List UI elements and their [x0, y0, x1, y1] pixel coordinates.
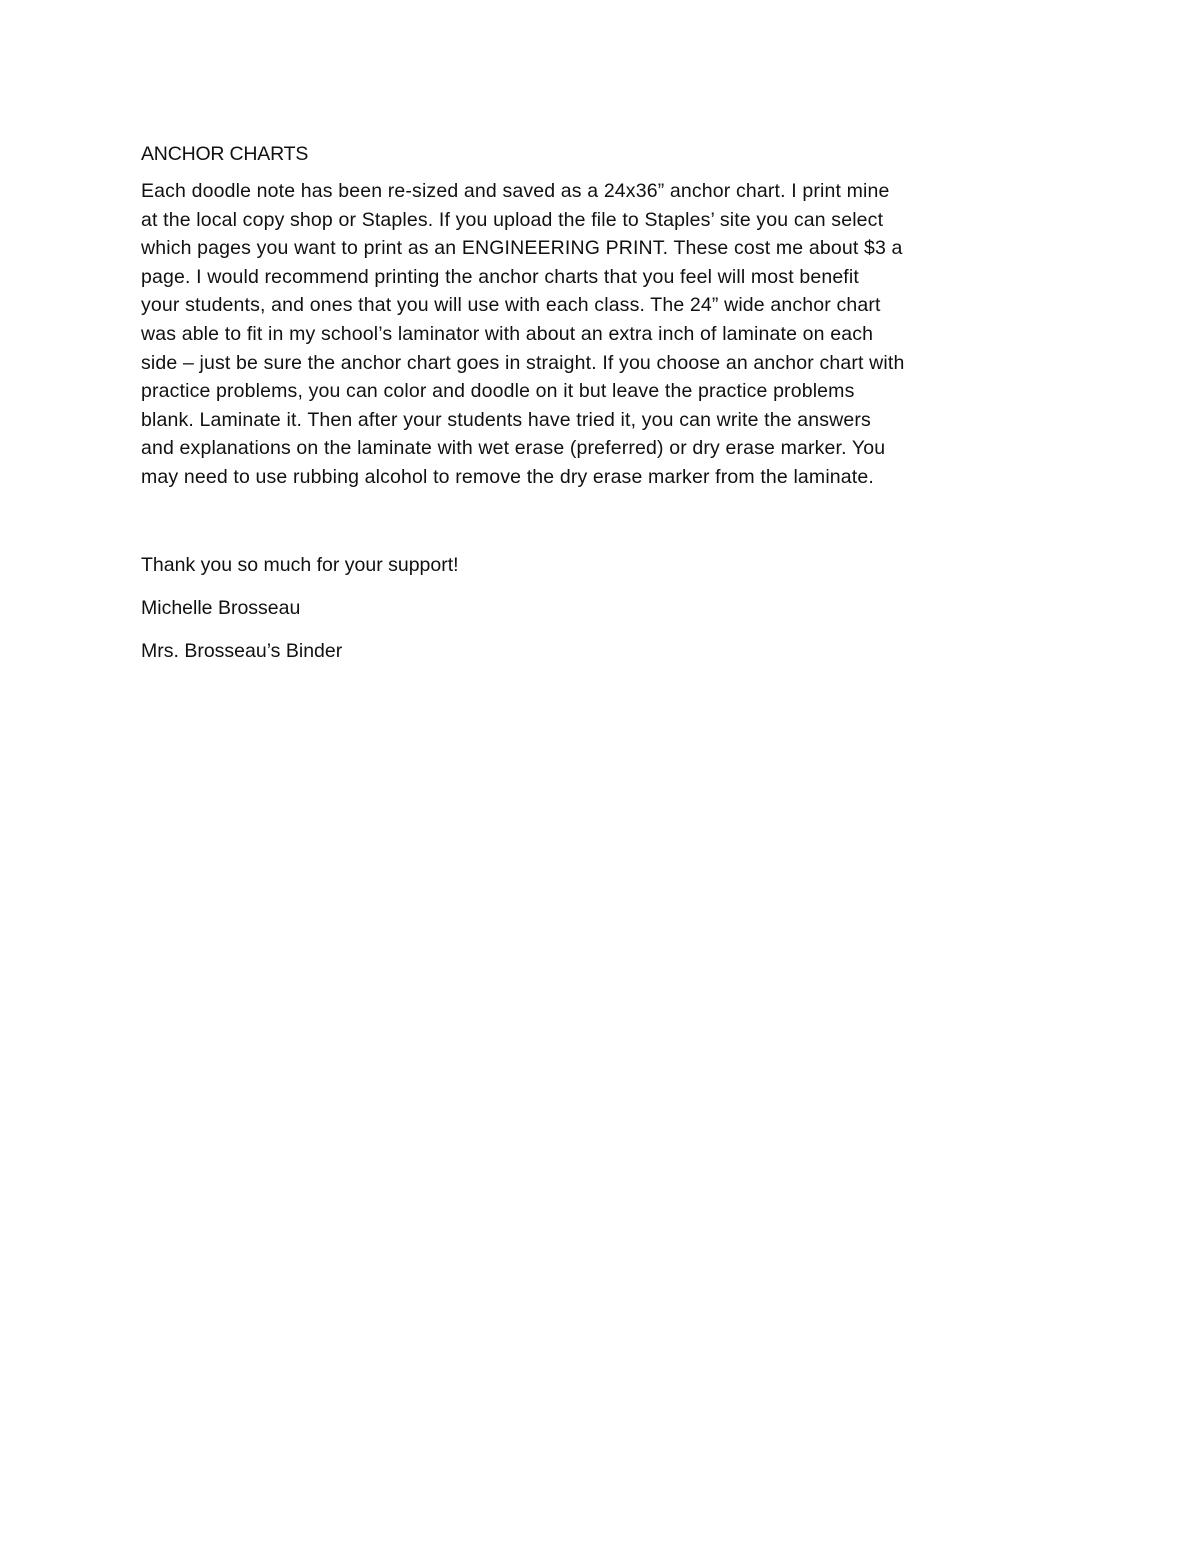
body-line: Each doodle note has been re-sized and saved as a 24x36” anchor chart. I print mine	[141, 180, 890, 202]
document-content	[141, 140, 1056, 666]
body-line: may need to use rubbing alcohol to remove the dry erase marker from the laminate.	[141, 465, 874, 488]
body-line: was able to fit in my school’s laminator with about an extra inch of laminate on each	[141, 322, 874, 345]
body-line: your students, and ones that you will use with each class. The 24” wide anchor chart	[141, 294, 881, 317]
body-paragraph	[141, 177, 1056, 492]
body-line: side – just be sure the anchor chart goes in straight. If you choose an anchor chart with	[141, 351, 905, 374]
brand-name: Mrs. Brosseau’s Binder	[141, 639, 343, 662]
document-heading: ANCHOR CHARTS	[141, 143, 309, 165]
body-line: practice problems, you can color and doodle on it but leave the practice problems	[141, 380, 855, 403]
author-name: Michelle Brosseau	[141, 596, 301, 619]
thanks-line: Thank you so much for your support!	[141, 553, 459, 576]
body-line: page. I would recommend printing the anchor charts that you feel will most benefit	[141, 265, 859, 288]
body-line: at the local copy shop or Staples. If you upload the file to Staples’ site you can select	[141, 208, 884, 231]
body-line: which pages you want to print as an ENGINEERING PRINT. These cost me about $3 a	[141, 237, 903, 260]
body-line: blank. Laminate it. Then after your students have tried it, you can write the answers	[141, 408, 871, 431]
body-line: and explanations on the laminate with wet erase (preferred) or dry erase marker. You	[141, 437, 886, 460]
